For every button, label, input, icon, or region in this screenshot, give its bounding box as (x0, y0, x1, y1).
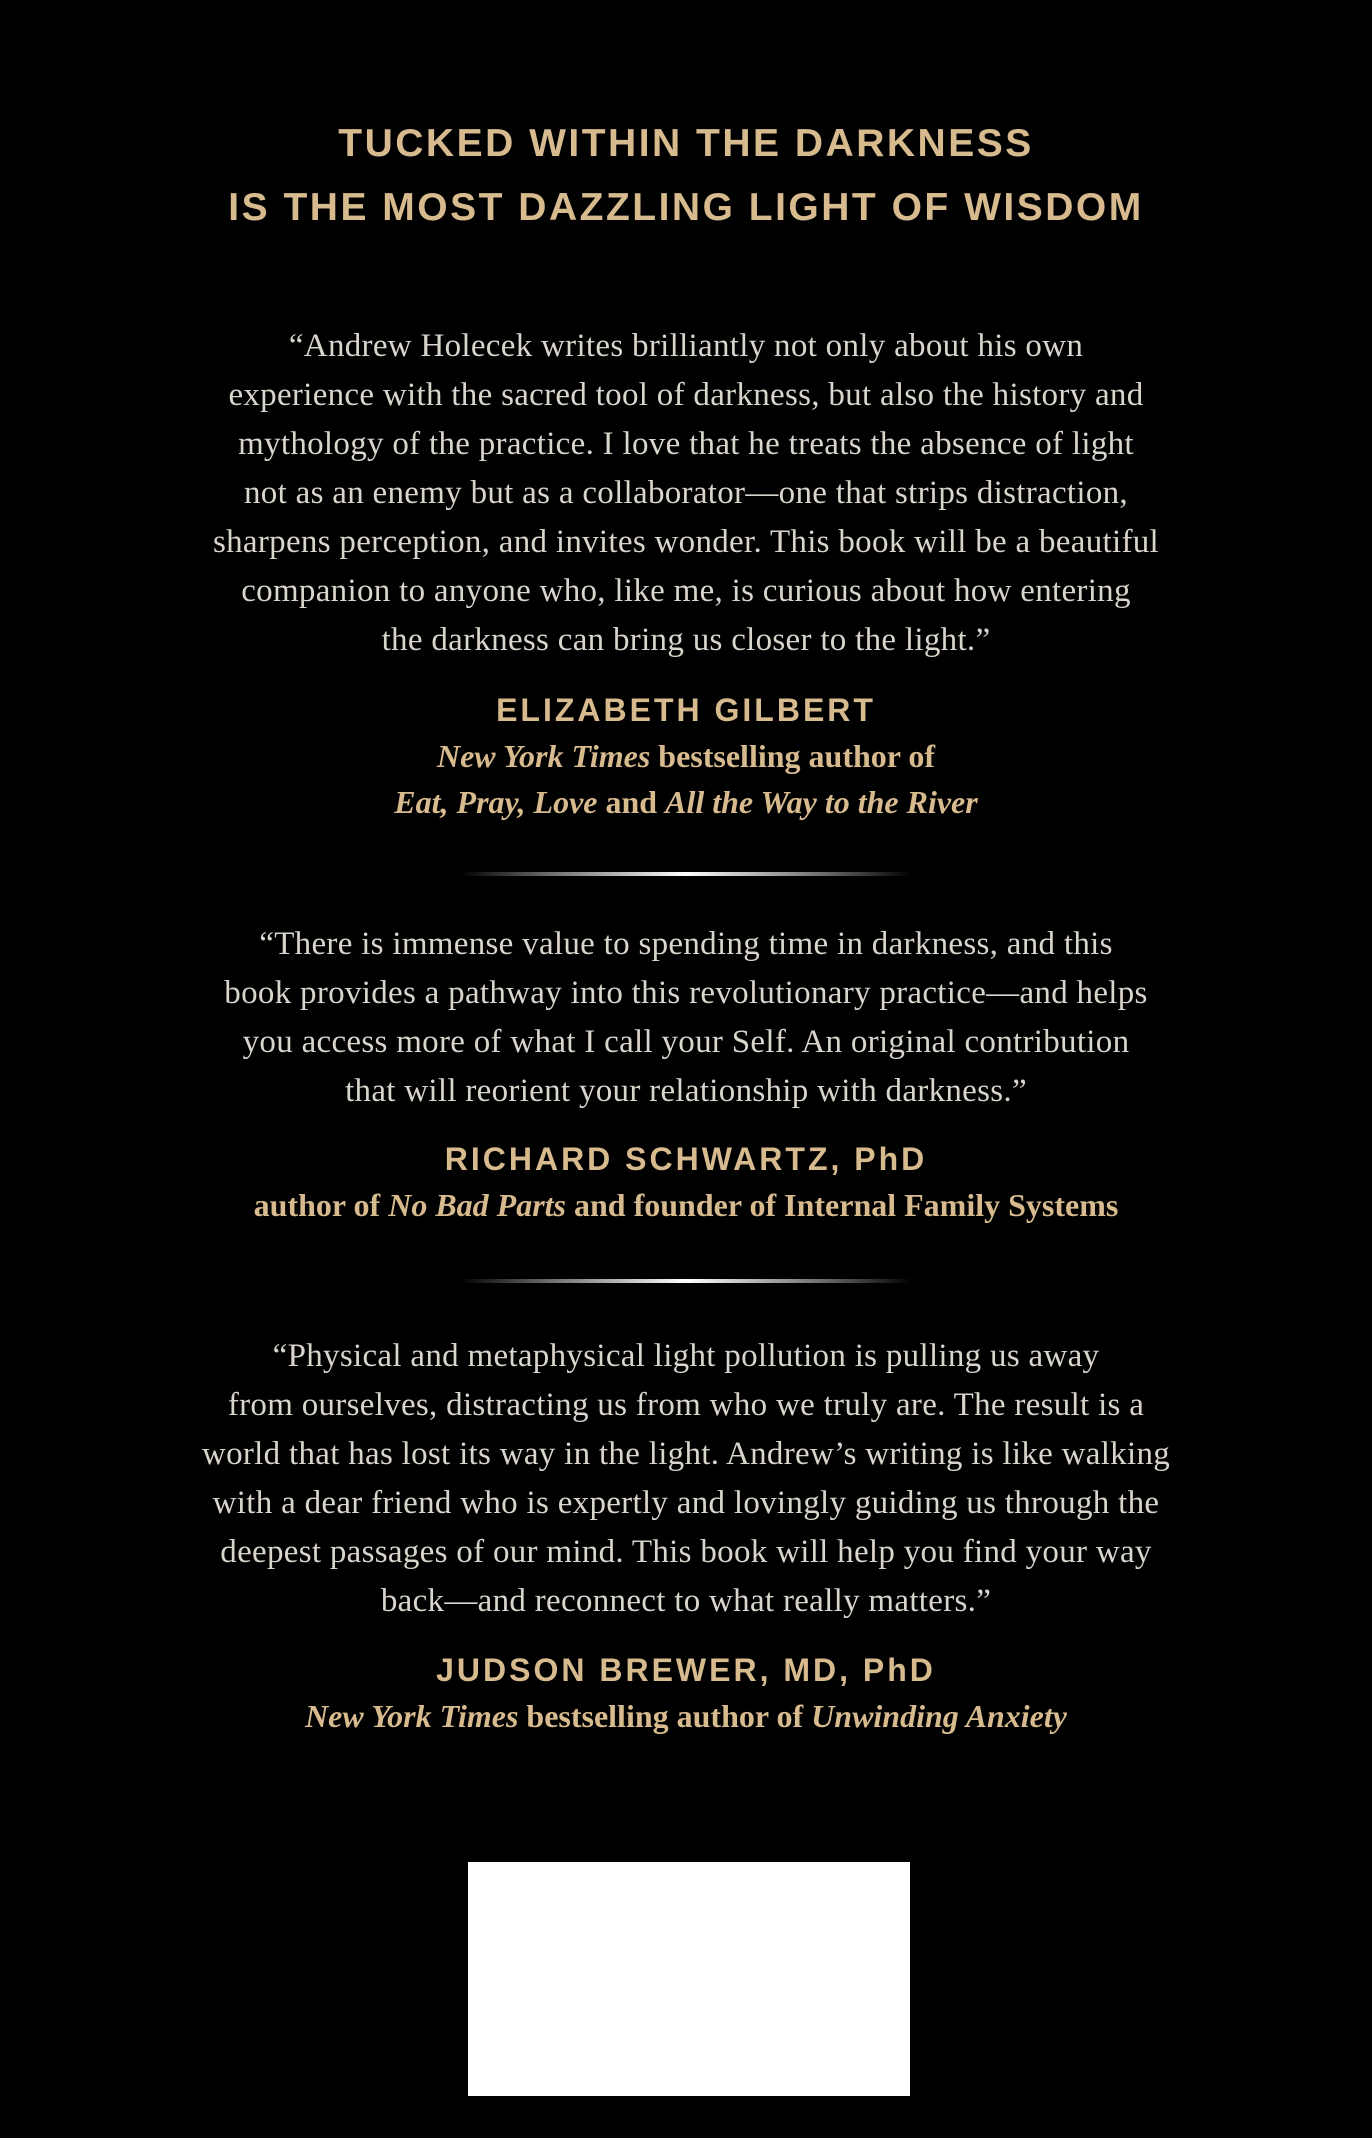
quote-line: from ourselves, distracting us from who we truly are. The result is a (227, 1387, 1145, 1423)
headline-line-2: IS THE MOST DAZZLING LIGHT OF WISDOM (228, 186, 1144, 229)
credit-publication: New York Times (305, 1698, 519, 1734)
endorsement-quote-schwartz (0, 920, 1372, 1116)
endorsement-quote-gilbert (0, 322, 1372, 665)
endorsement-credit-brewer (0, 1693, 1372, 1739)
credit-text: bestselling author of (518, 1698, 812, 1734)
quote-line: mythology of the practice. I love that he treats the absence of light (238, 426, 1134, 462)
barcode-placeholder-box (468, 1862, 910, 2096)
quote-line: “Andrew Holecek writes brilliantly not only about his own (288, 328, 1084, 364)
quote-line: not as an enemy but as a collaborator—one that strips distraction, (244, 475, 1128, 511)
credit-book-title: All the Way to the River (665, 784, 978, 820)
section-divider (460, 872, 912, 876)
quote-line: you access more of what I call your Self. An original contribution (242, 1024, 1130, 1060)
credit-line (0, 733, 1372, 779)
section-divider (460, 1279, 912, 1283)
quote-line: book provides a pathway into this revolutionary practice—and helps (224, 975, 1148, 1011)
credit-text: bestselling author of (650, 738, 936, 774)
quote-line: back—and reconnect to what really matters.” (380, 1583, 992, 1619)
quote-line: experience with the sacred tool of darkness, but also the history and (228, 377, 1144, 413)
credit-line (0, 1693, 1372, 1739)
credit-text: and (597, 784, 666, 820)
quote-line: the darkness can bring us closer to the light.” (381, 622, 991, 658)
quote-line: “Physical and metaphysical light pollution is pulling us away (272, 1338, 1100, 1374)
credit-text: author of (253, 1187, 389, 1223)
quote-line: “There is immense value to spending time in darkness, and this (259, 926, 1113, 962)
endorsement-credit-gilbert (0, 733, 1372, 825)
endorsement-credit-schwartz (0, 1182, 1372, 1228)
endorsement-author-gilbert: ELIZABETH GILBERT (496, 692, 876, 728)
credit-book-title: Unwinding Anxiety (811, 1698, 1067, 1734)
credit-line (0, 1182, 1372, 1228)
headline-line-1: TUCKED WITHIN THE DARKNESS (338, 122, 1034, 165)
quote-line: with a dear friend who is expertly and lovingly guiding us through the (212, 1485, 1160, 1521)
endorsement-author-schwartz: RICHARD SCHWARTZ, PhD (444, 1141, 928, 1177)
headline (0, 112, 1372, 240)
quote-line: sharpens perception, and invites wonder. This book will be a beautiful (212, 524, 1159, 560)
endorsement-quote-brewer (0, 1332, 1372, 1626)
credit-line (0, 779, 1372, 825)
quote-line: companion to anyone who, like me, is curious about how entering (241, 573, 1131, 609)
quote-line: that will reorient your relationship with darkness.” (345, 1073, 1027, 1109)
quote-line: world that has lost its way in the light. Andrew’s writing is like walking (201, 1436, 1171, 1472)
credit-text: and founder of Internal Family Systems (566, 1187, 1119, 1223)
quote-line: deepest passages of our mind. This book will help you find your way (220, 1534, 1152, 1570)
credit-book-title: No Bad Parts (388, 1187, 566, 1223)
credit-publication: New York Times (436, 738, 651, 774)
endorsement-author-brewer: JUDSON BREWER, MD, PhD (436, 1652, 936, 1688)
credit-book-title: Eat, Pray, Love (394, 784, 598, 820)
